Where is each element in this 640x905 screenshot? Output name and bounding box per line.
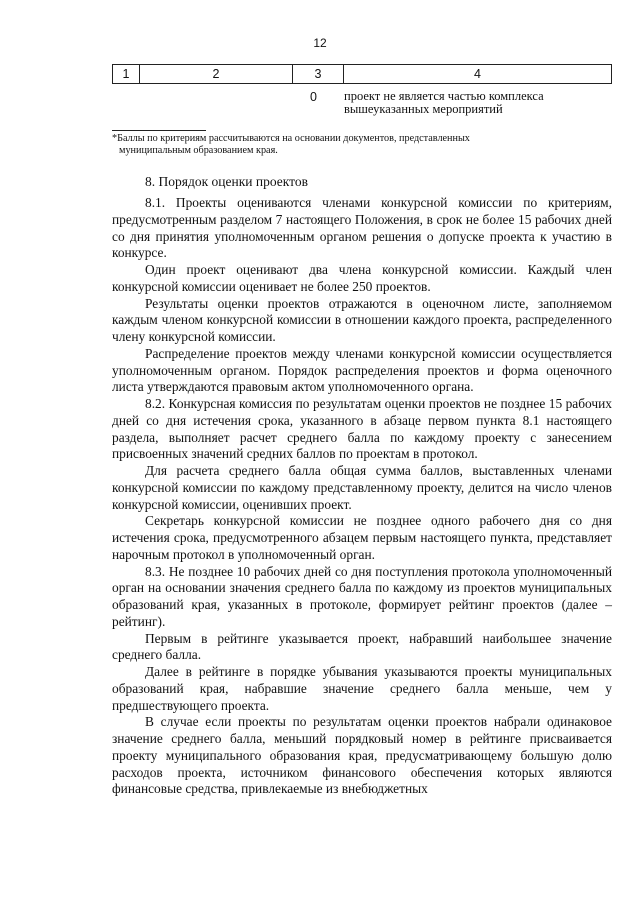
criteria-table-header <box>112 64 612 84</box>
score-value: 0 <box>310 90 317 104</box>
page-number: 12 <box>313 36 327 50</box>
footnote-divider <box>112 130 206 131</box>
paragraph: В случае если проекты по результатам оценки проектов набрали одинаковое значение среднего балла, меньший порядковый номер в рейтинге присваивается проекту муниципального образования края, предусматривающему большую долю расходов проекта, источником финансового обеспечения которых являются финансовые средства, привлекаемые из внебюджетных <box>112 714 612 797</box>
table-header-cell: 3 <box>293 65 344 84</box>
paragraph: Первым в рейтинге указывается проект, набравший наибольшее значение среднего балла. <box>112 630 612 663</box>
paragraph: Результаты оценки проектов отражаются в оценочном листе, заполняемом каждым членом конкурсной комиссии в отношении каждого проекта, распределенного члену конкурсной комиссии. <box>112 295 612 344</box>
paragraph: Секретарь конкурсной комиссии не позднее одного рабочего дня со дня истечения срока, предусмотренного абзацем первым настоящего пункта, представляет нарочным протокол в уполномоченный орган. <box>112 513 612 562</box>
table-header-cell: 2 <box>140 65 293 84</box>
paragraph: Далее в рейтинге в порядке убывания указываются проекты муниципальных образований края, набравшие значение среднего балла меньше, чем у предшествующего проекта. <box>112 664 612 713</box>
footnote <box>112 133 612 156</box>
footnote-line: муниципальным образованием края. <box>119 144 278 156</box>
table-header-cell: 1 <box>113 65 140 84</box>
paragraph: Распределение проектов между членами конкурсной комиссии осуществляется уполномоченным органом. Порядок распределения проектов и форма оценочного листа утверждаются правовым актом уполномоченного органа. <box>112 345 612 395</box>
paragraph: Один проект оценивают два члена конкурсной комиссии. Каждый член конкурсной комиссии оценивает не более 250 проектов. <box>112 262 612 294</box>
paragraph: 8.1. Проекты оцениваются членами конкурсной комиссии по критериям, предусмотренным разделом 7 настоящего Положения, в срок не более 15 рабочих дней со дня принятия уполномоченным органом решения о допуске проекта к участию в конкурсе. <box>112 195 612 261</box>
document-body <box>112 195 612 798</box>
table-header-cell: 4 <box>344 65 612 84</box>
section-title: 8. Порядок оценки проектов <box>145 174 308 189</box>
paragraph: 8.3. Не позднее 10 рабочих дней со дня поступления протокола уполномоченный орган на основании значения среднего балла по каждому из проектов муниципальных образований края, указанных в протоколе, формирует рейтинг проектов (далее – рейтинг). <box>112 563 612 629</box>
paragraph: 8.2. Конкурсная комиссия по результатам оценки проектов не позднее 15 рабочих дней со дня истечения срока, указанного в абзаце первом пункта 8.1 настоящего раздела, выполняет расчет среднего балла по каждому проекту с занесением присвоенных значений средних баллов по проектам в протокол. <box>112 396 612 462</box>
paragraph: Для расчета среднего балла общая сумма баллов, выставленных членами конкурсной комиссии по каждому представленному проекту, делится на число членов конкурсной комиссии, оценивших проект. <box>112 463 612 512</box>
footnote-line: *Баллы по критериям рассчитываются на основании документов, представленных <box>112 133 470 144</box>
criteria-text: проект не является частью комплекса вышеуказанных мероприятий <box>344 89 544 116</box>
